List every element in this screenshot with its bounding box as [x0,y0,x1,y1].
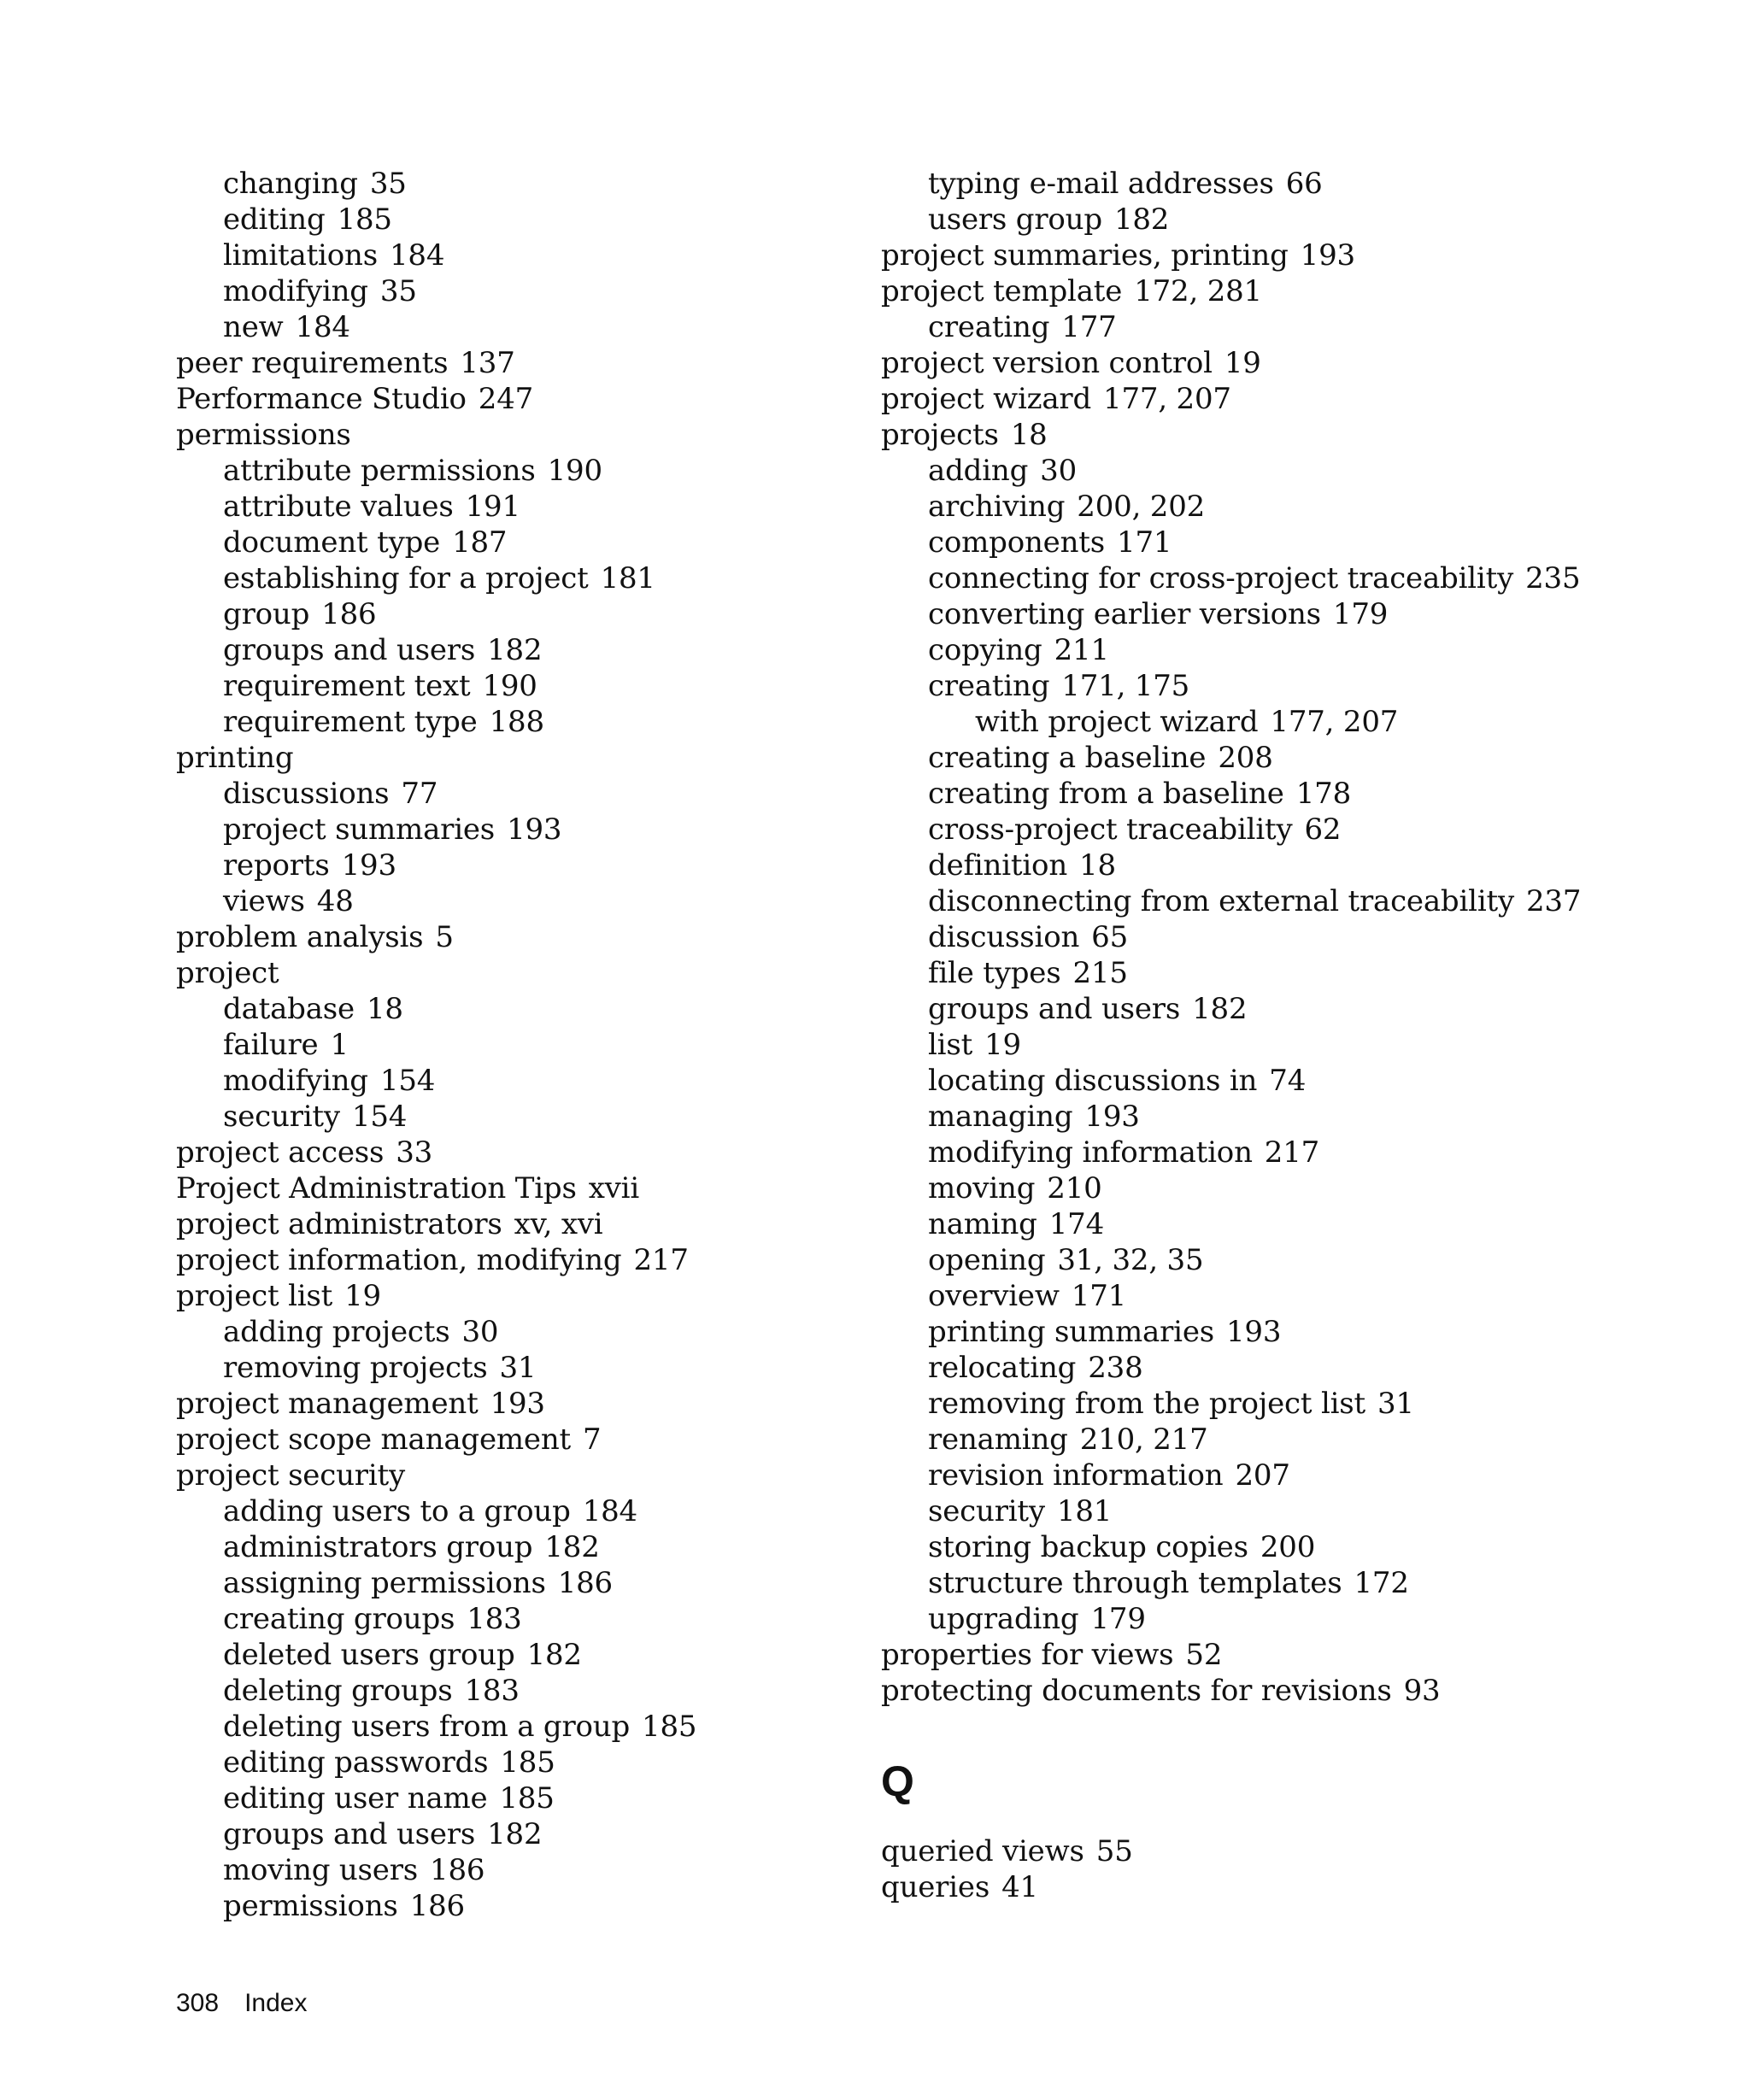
index-page-refs: xvii [588,1171,640,1205]
index-term: queried views [881,1834,1084,1868]
index-term: permissions [223,1889,398,1923]
index-term: typing e-mail addresses [928,167,1274,201]
index-page-refs: 18 [366,992,403,1026]
index-page-refs: 179 [1090,1602,1146,1636]
index-term: project template [881,274,1123,308]
index-subentry [881,1027,1735,1063]
index-term: list [928,1028,973,1062]
index-subentry [881,453,1735,489]
index-term: properties for views [881,1638,1174,1672]
index-entry [176,955,860,991]
index-page-refs: 177 [1061,310,1117,344]
index-page-refs: 208 [1218,741,1273,775]
index-term: project access [176,1135,385,1170]
index-term: assigning permissions [223,1566,546,1600]
index-term: administrators group [223,1530,533,1564]
index-term: project management [176,1387,479,1421]
index-subentry [176,1816,860,1852]
index-subentry [881,1529,1735,1565]
index-term: archiving [928,490,1066,524]
index-page-refs: 171, 175 [1061,669,1190,703]
index-term: relocating [928,1351,1077,1385]
index-page-refs: 1 [330,1028,349,1062]
index-page-refs: 178 [1295,777,1351,811]
index-term: queries [881,1870,990,1904]
index-subentry [176,166,860,202]
index-page-refs: 210 [1047,1171,1102,1205]
index-page-refs: 185 [500,1745,555,1780]
index-page-refs: 193 [507,812,562,847]
page-footer [176,1988,307,2019]
index-page-refs: 200 [1260,1530,1316,1564]
index-term: modifying information [928,1135,1253,1170]
index-subentry [176,1637,860,1673]
index-subentry [176,1099,860,1135]
index-term: converting earlier versions [928,597,1321,631]
index-page-refs: 77 [401,777,438,811]
index-term: printing summaries [928,1315,1214,1349]
right-entries [881,166,1735,1709]
index-subentry [881,1135,1735,1170]
index-subentry [881,166,1735,202]
index-entry [881,381,1735,417]
index-term: modifying [223,1064,368,1098]
index-term: editing user name [223,1781,488,1816]
index-subentry [881,1278,1735,1314]
index-term: limitations [223,238,378,273]
index-term: project information, modifying [176,1243,622,1277]
index-page-refs: 19 [1224,346,1261,380]
index-page-refs: 185 [337,202,392,237]
index-entry [176,1242,860,1278]
index-subentry [176,489,860,525]
index-page-refs: 174 [1048,1207,1105,1241]
index-page-refs: 172, 281 [1134,274,1262,308]
index-subentry [176,1601,860,1637]
index-page-refs: 207 [1235,1458,1290,1493]
index-term: security [928,1494,1045,1528]
index-term: Project Administration Tips [176,1171,577,1205]
index-term: editing [223,202,326,237]
index-page-refs: 41 [1001,1870,1038,1904]
index-subentry [881,1099,1735,1135]
index-subentry [881,919,1735,955]
index-page-refs: 191 [465,490,520,524]
index-entry [881,273,1735,309]
index-page-refs: 172 [1354,1566,1409,1600]
index-page-refs: 190 [482,669,537,703]
index-page-refs: 66 [1285,167,1323,201]
index-subentry [176,1780,860,1816]
index-page-refs: 182 [487,1817,543,1851]
index-entry [176,1278,860,1314]
index-term: establishing for a project [223,561,589,595]
index-page-refs: 193 [341,848,396,883]
index-page-refs: 181 [600,561,655,595]
index-page-refs: 247 [478,382,534,416]
index-term: groups and users [928,992,1181,1026]
index-subentry [881,704,1735,740]
index-subentry [176,991,860,1027]
index-term: projects [881,418,999,452]
index-term: disconnecting from external traceability [928,884,1514,918]
index-page-refs: 18 [1010,418,1048,452]
index-term: protecting documents for revisions [881,1674,1392,1708]
index-page-refs: 182 [526,1638,582,1672]
index-term: revision information [928,1458,1224,1493]
index-term: project list [176,1279,333,1313]
index-page-refs: 179 [1332,597,1389,631]
index-subentry [881,1063,1735,1099]
index-term: connecting for cross-project traceability [928,561,1514,595]
index-term: requirement type [223,705,478,739]
index-subentry [176,883,860,919]
index-term: creating a baseline [928,741,1207,775]
index-page-refs: 186 [321,597,377,631]
index-subentry [176,1888,860,1924]
index-term: upgrading [928,1602,1079,1636]
index-page-refs: 182 [487,633,543,667]
index-term: copying [928,633,1042,667]
index-page-refs: 19 [344,1279,381,1313]
index-page-refs: 211 [1054,633,1109,667]
index-term: project administrators [176,1207,502,1241]
index-page-refs: 31 [499,1351,537,1385]
index-term: locating discussions in [928,1064,1258,1098]
index-term: adding [928,454,1029,488]
index-page-refs: 184 [582,1494,637,1528]
section-heading-q: Q [881,1757,914,1805]
footer-section-label: Index [244,1989,308,2017]
index-subentry [881,776,1735,812]
page-number: 308 [176,1989,220,2017]
index-term: file types [928,956,1061,990]
index-term: reports [223,848,330,883]
index-page-refs: 183 [467,1602,522,1636]
index-subentry [176,776,860,812]
index-subentry [881,668,1735,704]
index-term: Performance Studio [176,382,467,416]
index-term: project wizard [881,382,1092,416]
index-subentry [176,848,860,883]
index-subentry [881,1314,1735,1350]
index-page-refs: 193 [1226,1315,1282,1349]
index-subentry [881,525,1735,560]
index-page-refs: 186 [557,1566,613,1600]
index-term: removing from the project list [928,1387,1366,1421]
index-page-refs: 55 [1095,1834,1133,1868]
index-term: project summaries, printing [881,238,1289,273]
index-subentry [881,1206,1735,1242]
index-term: database [223,992,355,1026]
index-entry [176,1135,860,1170]
index-page-refs: 177, 207 [1103,382,1231,416]
index-page-refs: 185 [642,1710,697,1744]
index-page-refs: 30 [461,1315,499,1349]
index-subentry [881,740,1735,776]
index-page-refs: 235 [1525,561,1581,595]
index-term: project summaries [223,812,496,847]
index-subentry [881,1386,1735,1422]
section-q-entries [881,1833,1735,1905]
index-page-refs: 186 [409,1889,465,1923]
index-page-refs: 5 [435,920,454,954]
index-page-refs: 33 [396,1135,433,1170]
index-subentry [881,991,1735,1027]
index-subentry [176,453,860,489]
index-subentry [881,1170,1735,1206]
index-page-refs: 154 [379,1064,436,1098]
index-page-refs: 65 [1091,920,1129,954]
index-entry [176,1206,860,1242]
index-page-refs: 30 [1040,454,1078,488]
index-subentry [881,1565,1735,1601]
index-entry [176,740,860,776]
index-page-refs: 238 [1088,1351,1143,1385]
index-term: creating [928,669,1050,703]
index-page-refs: 217 [633,1243,689,1277]
index-subentry [176,1063,860,1099]
index-page-refs: 31, 32, 35 [1057,1243,1204,1277]
index-column-left [176,166,860,1924]
index-term: project security [176,1458,405,1493]
index-page-refs: xv, xvi [514,1207,603,1241]
index-subentry [176,1745,860,1780]
index-subentry [176,1852,860,1888]
index-subentry [881,848,1735,883]
index-term: adding users to a group [223,1494,571,1528]
index-term: adding projects [223,1315,450,1349]
index-page-refs: 193 [490,1387,545,1421]
index-subentry [176,1529,860,1565]
index-subentry [176,632,860,668]
index-subentry [881,632,1735,668]
index-page-refs: 171 [1117,525,1172,560]
index-page-refs: 171 [1071,1279,1127,1313]
index-page-refs: 74 [1269,1064,1307,1098]
index-term: moving [928,1171,1036,1205]
index-page-refs: 186 [430,1853,485,1887]
index-term: printing [176,741,294,775]
index-subentry [881,1242,1735,1278]
index-term: with project wizard [975,705,1259,739]
index-term: requirement text [223,669,471,703]
index-term: new [223,310,284,344]
index-page-refs: 193 [1300,238,1355,273]
index-page-refs: 217 [1264,1135,1320,1170]
index-subentry [176,560,860,596]
index-subentry [881,596,1735,632]
index-subentry [881,202,1735,238]
index-subentry [176,1709,860,1745]
index-entry [176,1422,860,1458]
index-term: modifying [223,274,368,308]
index-page-refs: 185 [499,1781,555,1816]
index-subentry [881,1458,1735,1493]
index-term: failure [223,1028,319,1062]
index-subentry [176,309,860,345]
index-term: discussion [928,920,1080,954]
index-entry [881,1833,1735,1869]
index-term: project scope management [176,1422,572,1457]
index-page-refs: 210, 217 [1079,1422,1208,1457]
index-page-refs: 62 [1304,812,1342,847]
index-page-refs: 182 [544,1530,600,1564]
index-term: structure through templates [928,1566,1342,1600]
index-page-refs: 52 [1185,1638,1223,1672]
index-page-refs: 18 [1079,848,1116,883]
index-term: changing [223,167,358,201]
index-page-refs: 7 [583,1422,602,1457]
index-entry [881,238,1735,273]
index-term: permissions [176,418,351,452]
index-term: groups and users [223,1817,476,1851]
index-term: cross-project traceability [928,812,1293,847]
index-subentry [881,1601,1735,1637]
index-term: managing [928,1100,1073,1134]
index-page-refs: 182 [1192,992,1248,1026]
index-term: project [176,956,279,990]
index-page-refs: 137 [460,346,515,380]
index-term: views [223,884,305,918]
index-subentry [881,489,1735,525]
index-term: deleted users group [223,1638,515,1672]
index-page-refs: 93 [1403,1674,1441,1708]
index-subentry [176,1565,860,1601]
index-subentry [176,812,860,848]
index-page-refs: 215 [1072,956,1128,990]
index-page-refs: 188 [489,705,544,739]
index-entry [881,345,1735,381]
index-term: definition [928,848,1068,883]
index-page-refs: 187 [452,525,508,560]
index-entry [881,417,1735,453]
index-page-refs: 177, 207 [1270,705,1399,739]
index-entry [176,345,860,381]
index-entry [176,1386,860,1422]
index-term: opening [928,1243,1046,1277]
index-term: attribute permissions [223,454,536,488]
index-subentry [176,1673,860,1709]
index-page-refs: 182 [1113,202,1170,237]
index-term: groups and users [223,633,476,667]
index-entry [176,919,860,955]
index-subentry [176,596,860,632]
index-subentry [176,525,860,560]
index-entry [881,1637,1735,1673]
index-subentry [176,668,860,704]
index-term: creating from a baseline [928,777,1284,811]
index-term: removing projects [223,1351,488,1385]
index-subentry [176,1027,860,1063]
index-subentry [176,1493,860,1529]
index-term: project version control [881,346,1213,380]
index-term: editing passwords [223,1745,489,1780]
index-term: components [928,525,1106,560]
index-term: users group [928,202,1102,237]
index-subentry [881,812,1735,848]
index-subentry [176,704,860,740]
index-term: problem analysis [176,920,424,954]
index-term: naming [928,1207,1037,1241]
index-subentry [176,1314,860,1350]
index-page-refs: 184 [389,238,445,273]
index-page-refs: 183 [464,1674,520,1708]
index-page-refs: 31 [1377,1387,1414,1421]
index-entry [176,1458,860,1493]
index-subentry [881,883,1735,919]
index-entry [176,1170,860,1206]
index-subentry [881,1493,1735,1529]
index-subentry [176,273,860,309]
index-term: storing backup copies [928,1530,1248,1564]
index-term: attribute values [223,490,454,524]
index-entry [176,417,860,453]
index-term: renaming [928,1422,1068,1457]
index-term: peer requirements [176,346,449,380]
index-entry [881,1673,1735,1709]
index-subentry [881,955,1735,991]
index-subentry [176,202,860,238]
index-page-refs: 237 [1525,884,1582,918]
index-subentry [881,1422,1735,1458]
index-term: document type [223,525,441,560]
index-subentry [176,1350,860,1386]
index-entry [176,381,860,417]
index-subentry [881,1350,1735,1386]
index-term: deleting groups [223,1674,453,1708]
index-subentry [176,238,860,273]
index-page-refs: 181 [1056,1494,1113,1528]
index-term: creating groups [223,1602,455,1636]
index-column-right [881,166,1735,1905]
index-page-refs: 48 [316,884,354,918]
index-term: discussions [223,777,390,811]
index-page-refs: 154 [351,1100,408,1134]
index-subentry [881,309,1735,345]
index-term: moving users [223,1853,419,1887]
index-subentry [881,560,1735,596]
index-term: deleting users from a group [223,1710,631,1744]
index-term: overview [928,1279,1060,1313]
index-term: creating [928,310,1050,344]
index-page-refs: 200, 202 [1077,490,1206,524]
index-page-refs: 19 [984,1028,1021,1062]
index-page-refs: 190 [547,454,602,488]
index-term: security [223,1100,340,1134]
index-page-refs: 35 [379,274,417,308]
index-term: group [223,597,310,631]
index-page-refs: 35 [369,167,407,201]
index-page-refs: 193 [1084,1100,1140,1134]
index-entry [881,1869,1735,1905]
index-page-refs: 184 [295,310,350,344]
